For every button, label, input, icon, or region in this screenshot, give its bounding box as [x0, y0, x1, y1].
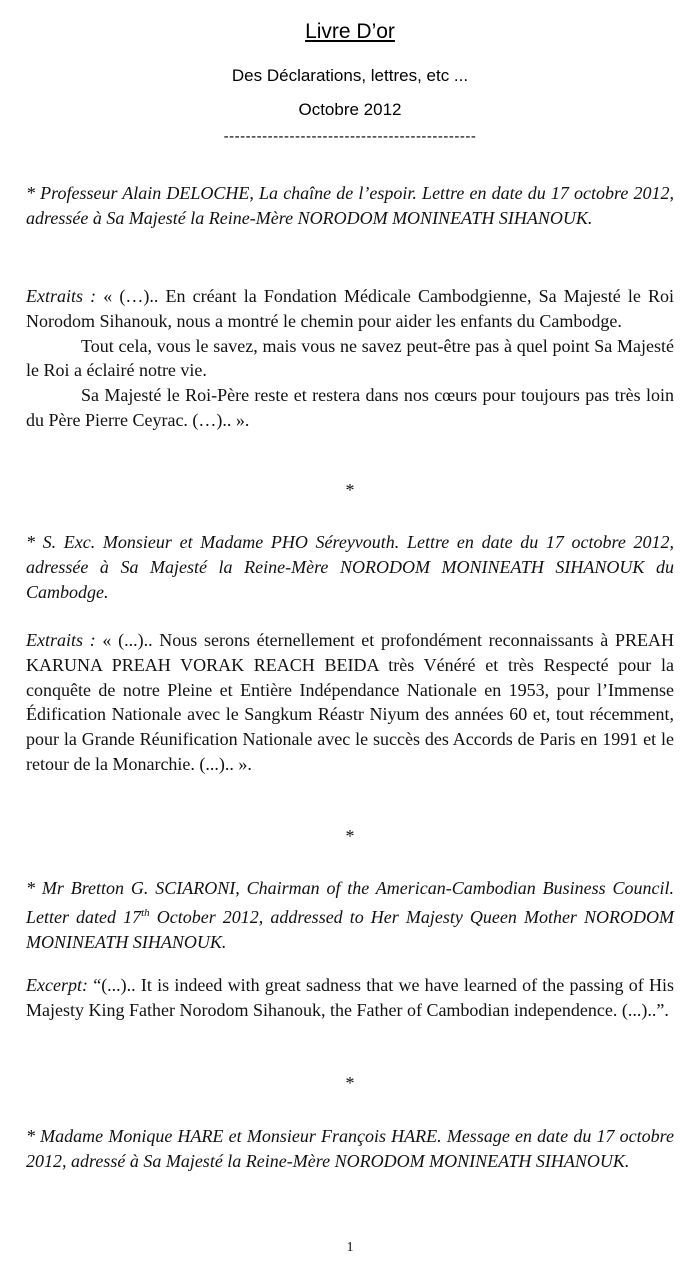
entry-heading — [26, 530, 674, 604]
entry-heading-text: * Professeur Alain DELOCHE, La chaîne de l’espoir. Lettre en date du 17 octobre 2012, adressée à Sa Majesté la Reine-Mère NORODOM MONINEATH SIHANOUK. — [26, 183, 674, 228]
entry-heading — [26, 1124, 674, 1174]
header-rule: ---------------------------------------------- — [223, 128, 477, 145]
document-date: Octobre 2012 — [298, 100, 402, 119]
entry-excerpt — [26, 628, 674, 777]
excerpt-paragraph: Sa Majesté le Roi-Père reste et restera dans nos cœurs pour toujours pas très loin du Père Pierre Ceyrac. (…).. ». — [26, 385, 674, 430]
entry-heading — [26, 876, 674, 954]
document-title: Livre D’or — [305, 20, 395, 43]
ordinal-suffix: th — [141, 906, 150, 919]
entry-excerpt — [26, 973, 674, 1023]
section-separator: * — [345, 480, 355, 500]
section-separator: * — [345, 826, 355, 846]
excerpt-label: Extraits : — [26, 286, 97, 306]
page-number: 1 — [346, 1240, 354, 1255]
excerpt-paragraph: Tout cela, vous le savez, mais vous ne savez peut-être pas à quel point Sa Majesté le Roi a éclairé notre vie. — [26, 335, 674, 381]
document-subtitle: Des Déclarations, lettres, etc ... — [231, 66, 469, 85]
entry-heading — [26, 181, 674, 231]
excerpt-label: Extraits : — [26, 630, 96, 650]
entry-heading-text: * S. Exc. Monsieur et Madame PHO Séreyvouth. Lettre en date du 17 octobre 2012, adressée à Sa Majesté la Reine-Mère NORODOM MONINEATH SIHANOUK du Cambodge. — [26, 532, 674, 602]
section-separator: * — [345, 1073, 355, 1093]
entry-heading-text: October 2012, addressed to Her Majesty Queen Mother NORODOM MONINEATH SIHANOUK. — [26, 906, 674, 952]
excerpt-paragraph: « (…).. En créant la Fondation Médicale Cambodgienne, Sa Majesté le Roi Norodom Sihanouk, nous a montré le chemin pour aider les enfants du Cambodge. — [26, 286, 675, 331]
excerpt-paragraph: “(...).. It is indeed with great sadness that we have learned of the passing of His Majesty King Father Norodom Sihanouk, the Father of Cambodian independence. (...)..”. — [26, 975, 674, 1020]
entry-excerpt — [26, 284, 674, 433]
entry-heading-text: * Mr Bretton G. SCIARONI, Chairman of the American-Cambodian Business Council. Letter dated 17 — [26, 878, 674, 927]
entry-heading-text: * Madame Monique HARE et Monsieur François HARE. Message en date du 17 octobre 2012, adressé à Sa Majesté la Reine-Mère NORODOM MONINEATH SIHANOUK. — [26, 1126, 674, 1171]
excerpt-paragraph: « (...).. Nous serons éternellement et profondément reconnaissants à PREAH KARUNA PREAH VORAK REACH BEIDA très Vénéré et très Respecté pour la conquête de notre Pleine et Entière Indépendance Nationale en 1953, pour l’Immense Édification Nationale avec le Sangkum Réastr Niyum des années 60 et, tout récemment, pour la Grande Réunification Nationale avec le succès des Accords de Paris en 1991 et le retour de la Monarchie. (...).. ». — [26, 630, 674, 774]
excerpt-label: Excerpt: — [26, 975, 88, 995]
